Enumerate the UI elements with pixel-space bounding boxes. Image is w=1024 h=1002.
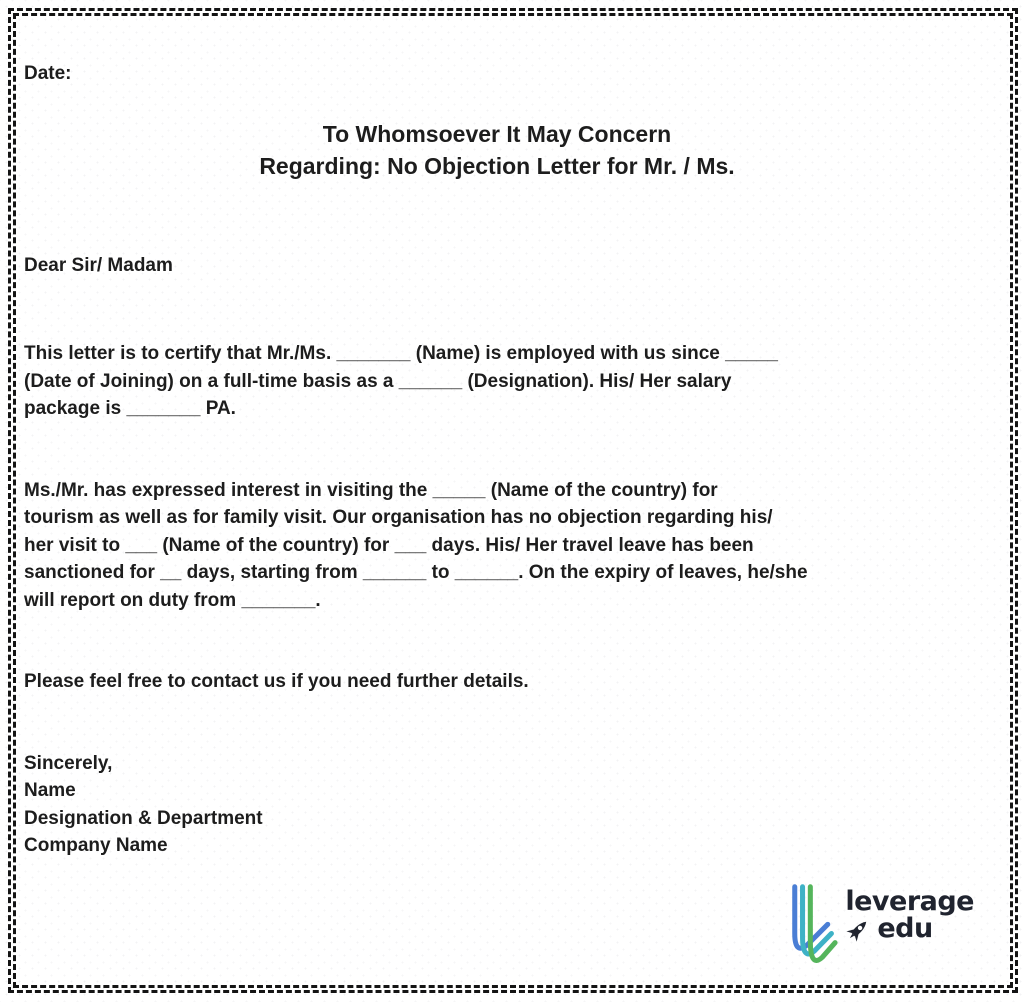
title-line-1: To Whomsoever It May Concern: [322, 120, 672, 147]
title-line-2: Regarding: No Objection Letter for Mr. / Ms.: [259, 152, 735, 179]
signature-company: Company Name: [24, 835, 168, 856]
paragraph-travel-line: tourism as well as for family visit. Our organisation has no objection regarding his/: [24, 507, 773, 528]
logo-wordmark-edu: edu: [877, 913, 933, 944]
paragraph-employment-line: (Date of Joining) on a full-time basis as a ______ (Designation). His/ Her salary: [24, 370, 732, 392]
paragraph-travel-line: Ms./Mr. has expressed interest in visiting the _____ (Name of the country) for: [24, 479, 718, 501]
paragraph-travel: [24, 477, 970, 615]
signature-block: [24, 750, 970, 860]
leverage-edu-logo: [789, 884, 974, 972]
page-border: [8, 8, 1018, 993]
paragraph-travel-line: sanctioned for __ days, starting from ______ to ______. On the expiry of leaves, he/she: [24, 562, 808, 583]
signature-designation: Designation & Department: [24, 807, 263, 829]
signature-closing: Sincerely,: [24, 752, 113, 774]
page-border-inner: [13, 13, 1013, 988]
salutation: Dear Sir/ Madam: [24, 254, 173, 276]
paragraph-travel-line: will report on duty from _______.: [24, 589, 321, 611]
date-label: Date:: [24, 63, 72, 84]
paragraph-employment-line: package is _______ PA.: [24, 398, 236, 419]
rocket-icon: [845, 916, 872, 943]
signature-name: Name: [24, 780, 76, 801]
paragraph-employment-line: This letter is to certify that Mr./Ms. _______ (Name) is employed with us since _____: [24, 343, 778, 364]
paragraph-employment: [24, 340, 970, 423]
logo-wordmark: [845, 884, 974, 943]
paragraph-travel-line: her visit to ___ (Name of the country) for ___ days. His/ Her travel leave has been: [24, 534, 754, 556]
logo-wordmark-leverage: leverage: [845, 886, 974, 917]
letter-title: [24, 118, 970, 182]
letter-body: [16, 16, 1010, 985]
paragraph-contact: Please feel free to contact us if you need further details.: [24, 671, 529, 692]
logo-mark-icon: [789, 884, 839, 972]
